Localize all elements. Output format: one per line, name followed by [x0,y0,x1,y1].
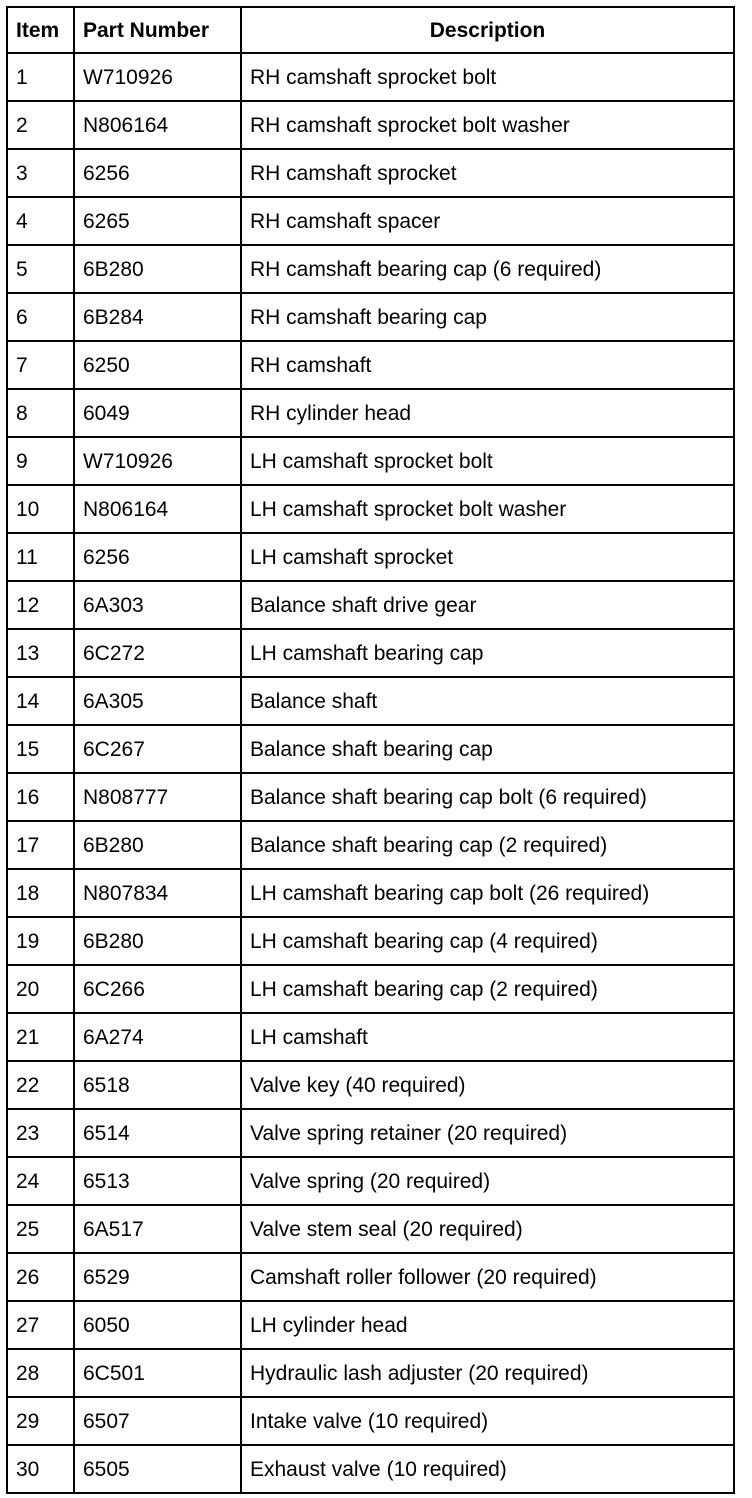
cell-item: 16 [7,773,74,821]
cell-part-number: N807834 [74,869,241,917]
cell-part-number: 6C272 [74,629,241,677]
table-row [7,581,734,629]
cell-item: 15 [7,725,74,773]
cell-description: Balance shaft bearing cap bolt (6 required) [241,773,734,821]
table-row [7,1397,734,1445]
cell-part-number: 6049 [74,389,241,437]
cell-part-number: 6518 [74,1061,241,1109]
cell-description: Camshaft roller follower (20 required) [241,1253,734,1301]
cell-description: Intake valve (10 required) [241,1397,734,1445]
cell-item: 30 [7,1445,74,1493]
cell-description: RH camshaft sprocket [241,149,734,197]
cell-part-number: 6050 [74,1301,241,1349]
cell-description: LH camshaft sprocket [241,533,734,581]
cell-description: Balance shaft drive gear [241,581,734,629]
table-row [7,1205,734,1253]
cell-description: RH camshaft bearing cap [241,293,734,341]
table-row [7,629,734,677]
cell-item: 23 [7,1109,74,1157]
cell-item: 3 [7,149,74,197]
cell-description: Exhaust valve (10 required) [241,1445,734,1493]
table-row [7,917,734,965]
table-row [7,341,734,389]
table-row [7,1301,734,1349]
table-row [7,1061,734,1109]
cell-item: 18 [7,869,74,917]
cell-description: LH camshaft bearing cap bolt (26 required) [241,869,734,917]
table-row [7,677,734,725]
table-row [7,821,734,869]
header-part-number: Part Number [74,7,241,53]
cell-part-number: 6250 [74,341,241,389]
cell-part-number: 6265 [74,197,241,245]
table-row [7,437,734,485]
cell-description: LH camshaft sprocket bolt [241,437,734,485]
table-row [7,245,734,293]
cell-item: 26 [7,1253,74,1301]
cell-item: 14 [7,677,74,725]
cell-part-number: 6505 [74,1445,241,1493]
cell-part-number: 6529 [74,1253,241,1301]
table-row [7,1109,734,1157]
cell-item: 17 [7,821,74,869]
table-row [7,725,734,773]
cell-part-number: 6A303 [74,581,241,629]
cell-description: Valve spring retainer (20 required) [241,1109,734,1157]
cell-part-number: 6B284 [74,293,241,341]
cell-description: RH camshaft bearing cap (6 required) [241,245,734,293]
table-row [7,293,734,341]
cell-description: Valve spring (20 required) [241,1157,734,1205]
cell-description: RH cylinder head [241,389,734,437]
cell-description: Valve stem seal (20 required) [241,1205,734,1253]
table-row [7,1253,734,1301]
table-row [7,53,734,101]
cell-part-number: W710926 [74,53,241,101]
cell-part-number: 6C266 [74,965,241,1013]
table-row [7,1349,734,1397]
cell-item: 25 [7,1205,74,1253]
cell-part-number: 6C267 [74,725,241,773]
cell-item: 8 [7,389,74,437]
table-row [7,533,734,581]
cell-item: 24 [7,1157,74,1205]
cell-part-number: N806164 [74,485,241,533]
cell-part-number: 6C501 [74,1349,241,1397]
cell-part-number: 6513 [74,1157,241,1205]
cell-part-number: 6256 [74,149,241,197]
cell-part-number: 6507 [74,1397,241,1445]
cell-part-number: 6514 [74,1109,241,1157]
table-row [7,869,734,917]
cell-item: 13 [7,629,74,677]
parts-table [6,6,735,1494]
cell-description: LH camshaft bearing cap (2 required) [241,965,734,1013]
header-row [7,7,734,53]
table-row [7,101,734,149]
cell-item: 5 [7,245,74,293]
table-row [7,1013,734,1061]
table-row [7,149,734,197]
cell-description: LH camshaft sprocket bolt washer [241,485,734,533]
table-row [7,773,734,821]
cell-part-number: 6B280 [74,245,241,293]
cell-description: LH camshaft bearing cap [241,629,734,677]
cell-description: Balance shaft bearing cap [241,725,734,773]
cell-item: 10 [7,485,74,533]
cell-item: 2 [7,101,74,149]
cell-description: LH cylinder head [241,1301,734,1349]
cell-part-number: 6B280 [74,821,241,869]
cell-item: 4 [7,197,74,245]
cell-item: 20 [7,965,74,1013]
cell-item: 1 [7,53,74,101]
cell-part-number: 6A305 [74,677,241,725]
cell-description: Hydraulic lash adjuster (20 required) [241,1349,734,1397]
cell-part-number: 6256 [74,533,241,581]
cell-item: 19 [7,917,74,965]
cell-part-number: N808777 [74,773,241,821]
cell-item: 12 [7,581,74,629]
cell-description: Valve key (40 required) [241,1061,734,1109]
table-row [7,389,734,437]
cell-item: 6 [7,293,74,341]
header-description: Description [241,7,734,53]
cell-item: 7 [7,341,74,389]
table-row [7,1445,734,1493]
cell-description: Balance shaft [241,677,734,725]
cell-description: RH camshaft sprocket bolt washer [241,101,734,149]
cell-item: 27 [7,1301,74,1349]
cell-description: LH camshaft [241,1013,734,1061]
cell-part-number: 6B280 [74,917,241,965]
cell-part-number: N806164 [74,101,241,149]
table-body [7,53,734,1493]
cell-part-number: 6A274 [74,1013,241,1061]
cell-description: RH camshaft sprocket bolt [241,53,734,101]
cell-description: LH camshaft bearing cap (4 required) [241,917,734,965]
table-row [7,197,734,245]
cell-part-number: W710926 [74,437,241,485]
cell-item: 9 [7,437,74,485]
cell-item: 11 [7,533,74,581]
table-header [7,7,734,53]
cell-part-number: 6A517 [74,1205,241,1253]
table-row [7,965,734,1013]
cell-item: 28 [7,1349,74,1397]
cell-description: Balance shaft bearing cap (2 required) [241,821,734,869]
table-row [7,485,734,533]
table-row [7,1157,734,1205]
header-item: Item [7,7,74,53]
cell-item: 29 [7,1397,74,1445]
cell-item: 22 [7,1061,74,1109]
cell-description: RH camshaft [241,341,734,389]
cell-description: RH camshaft spacer [241,197,734,245]
cell-item: 21 [7,1013,74,1061]
